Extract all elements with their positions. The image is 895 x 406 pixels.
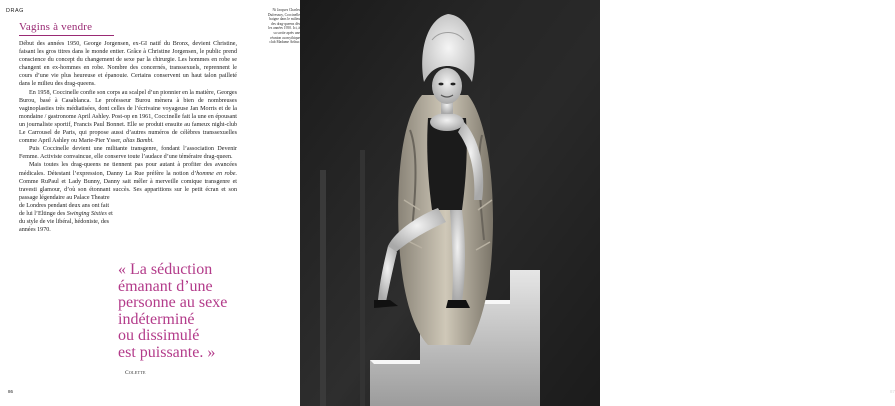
caption-line: club Madame Arthur. (269, 40, 300, 45)
paragraph-3: Puis Coccinelle devient une militante transgenre, fondant l’association Devenir Femme. Activiste convaincue, elle conserve toute l’audace d’une téméraire drag-queen. (19, 146, 237, 161)
caption-line: réunion au mythique (270, 35, 300, 40)
pull-quote-line: est puissante. » (118, 343, 216, 361)
paragraph-5-tail: et du style de vie libéral, hédoniste, des années 1970. (19, 210, 113, 234)
paragraph-4 (19, 161, 237, 201)
article-heading: Vagins à vendre (19, 21, 93, 33)
right-page (300, 0, 895, 406)
page-number-right: 87 (890, 389, 895, 394)
pull-quote (118, 262, 278, 361)
paragraph-4-tail: Comme RuPaul et Lady Bunny, Danny sait mêler à merveille comique transgenre et travesti glamour, d’où son étonnant succès. Ses apparitions sur le petit écran et son passage légendaire au Palace Theatre (19, 178, 237, 201)
homme-en-robe: homme en robe. (196, 170, 237, 177)
paragraph-4-text: Mais toutes les drag-queens ne tiennent pas pour autant à profiter des avancées médicales. Détestant l’expression, Danny La Rue préfère la notion (19, 162, 237, 177)
heading-underline (19, 35, 114, 36)
paragraph-2 (19, 89, 237, 146)
section-label: DRAG (6, 8, 24, 14)
pull-quote-line: « La séduction (118, 261, 213, 278)
photo-caption (266, 8, 300, 45)
paragraph-1: Début des années 1950, George Jorgensen, ex-GI natif du Bronx, devient Christine, faisant les gros titres dans le monde entier. Grâce à Christine Jorgensen, le public prend conscience du concept du changement de sexe par la chirurgie. Les hommes en robe se changent en ex-hommes en robe. Nombre des concernés, transsexuels, reprennent le cours d’une vie plus heureuse et épanouie. Certains conservent un haut talon pailleté dans le milieu des drag-queens. (19, 41, 237, 88)
left-page (0, 0, 300, 406)
caption-line: sa sortie après une (273, 30, 300, 35)
coccinelle-photo (300, 0, 600, 406)
caption-line: baigne dans le milieu (269, 17, 300, 22)
caption-line: Dufresnoy, Coccinelle (267, 12, 300, 17)
paragraph-5 (19, 202, 114, 234)
page-number-left: 86 (8, 389, 14, 394)
alias-bambi: alias Bambi. (122, 138, 154, 145)
quote-author: Colette (125, 370, 146, 376)
pre-homme: d’ (191, 170, 197, 177)
pull-quote-line: personne au sexe (118, 294, 228, 311)
caption-line: les années 1950. Ici, à (268, 26, 300, 31)
caption-line: des drag-queens dès (271, 21, 300, 26)
swinging-sixties: Swinging Sixties (66, 210, 107, 217)
pull-quote-line: indéterminé (118, 310, 195, 328)
paragraph-2-text: En 1958, Coccinelle confie son corps au scalpel d’un pionnier en la matière, Georges Burou, basé à Casablanca. Le professeur Burou mènera à bien de nombreuses vaginoplasties très médiatisées, dont celles de l’écrivaine voyageuse Jan Morris et de la mondaine / gastronome April Ashley. Post-op en 1961, Coccinelle fait la une en épousant un journaliste sportif, Francis Paul Bonnet. Elle se produit ensuite au fameux night-club Le Carrousel de Paris, qui propose aussi d’autres numéros de célèbres transsexuelles comme April Ashley ou Marie-Pier Ysser, (19, 89, 237, 145)
pull-quote-line: ou dissimulé (118, 327, 200, 344)
pull-quote-line: émanant d’une (118, 277, 213, 295)
article-body (19, 40, 237, 234)
paragraph-5-text: de Londres pendant deux ans ont fait de lui l’Eltinge des (19, 202, 110, 217)
caption-line: Ni Jacques Charles (272, 8, 300, 12)
